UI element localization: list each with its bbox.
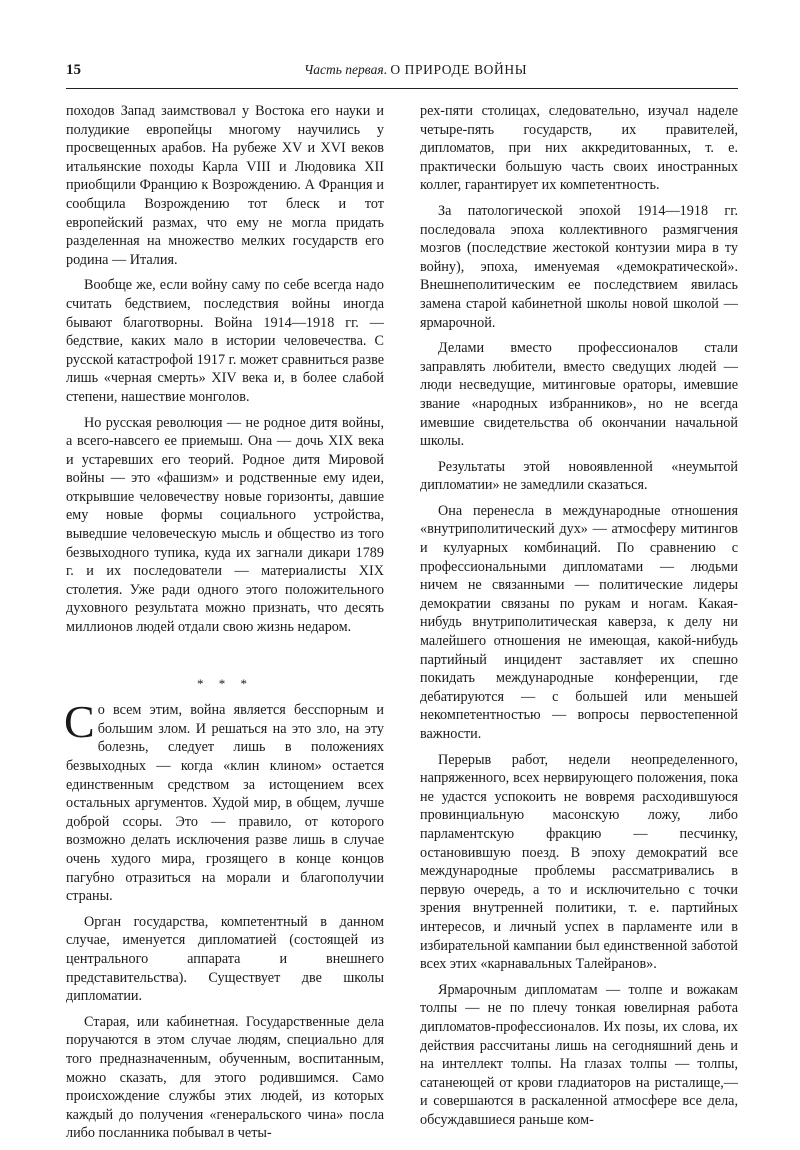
paragraph: Но русская революция — не родное дитя войны, а всего-навсего ее приемыш. Она — дочь XIX века и устаревших его теорий. Родное дитя Мировой войны — это «фашизм» и родственные ему идеи, открывшие человечеству новые горизонты, давшие ему новые формы социального устройства, выведшие человеческую мысль и общество из того безвыходного тупика, куда их загнали дикари 1789 г. и их последователи — материалисты XIX столетия. Уже ради одного этого положительного духовного результата можно признать, что десять миллионов людей отдали свою жизнь недаром. <box>66 414 384 636</box>
paragraph: Вообще же, если войну саму по себе всегда надо считать бедствием, последствия войны иногда бывают благотворны. Война 1914—1918 гг. — бедствие, каких мало в истории человечества. С русской катастрофой 1917 г. может сравниться разве лишь «черная смерть» XIV века и, в более слабой степени, нашествие монголов. <box>66 277 384 405</box>
paragraph: Перерыв работ, недели неопределенного, напряженного, всех нервирующего положения, пока не удастся успокоить не вовремя расходившуюся провинциальную масонскую ложу, либо парламентскую фракцию — песчинку, остановившую поезд. В эпоху демократий все международные проблемы рассматривались в первую очередь, а то и исключительно с точки зрения внутренней политики, т. е. партийных интересов, и личный успех в парламенте или в избирательной кампании был единственной заботой всех этих «карнавальных Талейранов». <box>420 751 738 973</box>
paragraph: За патологической эпохой 1914—1918 гг. последовала эпоха коллективного размягчения мозгов (последствие жестокой контузии мира в ту войну), эпоха, именуемая «демократической». Внешнеполитическим ее последствием явилась замена старой кабинетной школы новой школой — ярмарочной. <box>420 202 738 331</box>
section-break: * * * <box>197 675 253 691</box>
running-title <box>304 62 527 78</box>
paragraph: рех-пяти столицах, следовательно, изучал наделе четыре-пять государств, их правителей, дипломатов, при них аккредитованных, т. е. практически большую часть своих иностранных коллег, гарантирует их компетентность. <box>420 103 738 194</box>
part-title: Часть первая <box>304 62 384 77</box>
header-rule <box>66 88 738 89</box>
page-number: 15 <box>66 62 81 78</box>
paragraph-text: о всем этим, война является бесспорным и большим злом. И решаться на это зло, на эту болезнь, следует лишь в положениях безвыходных — когда «клин клином» остается единственным средством за истощением всех остальных аргументов. Худой мир, в общем, лучше доброй ссоры. Это — правило, от которого возможно делать исключения разве лишь в случае очень худого мира, грозящего в конце концов пагубно отразиться на морали и благополучии страны. <box>66 702 384 905</box>
paragraph-dropcap <box>64 696 384 906</box>
right-column <box>420 102 738 1136</box>
paragraph: Ярмарочным дипломатам — толпе и вожакам толпы — не по плечу тонкая ювелирная работа дипломатов-профессионалов. Их позы, их слова, их действия рассчитаны лишь на сегодняшний день и на интеллект толпы. На глазах толпы — толпы, сатанеющей от крови гладиаторов на ристалище,— и совершаются в раскаленной атмосфере все дела, обсуждавшиеся раньше ком- <box>420 981 738 1128</box>
left-column <box>66 102 384 1150</box>
paragraph: Она перенесла в международные отношения «внутриполитический дух» — атмосферу митингов и кулуарных комбинаций. По сравнению с профессиональными дипломатами — людьми ничем не связанными — политические лидеры демократии связаны по рукам и ногам. Какая-нибудь внутриполитическая каверза, к делу ни малейшего отношения не имеющая, какой-нибудь партийный инцидент заставляет их спешно покидать международные конференции, где дебатируются — с большей или меньшей некомпетентностью — вопросы первостепенной важности. <box>420 502 738 742</box>
paragraph: Орган государства, компетентный в данном случае, именуется дипломатией (состоящей из центрального аппарата и внешнего представительства). Существует две школы дипломатии. <box>66 913 384 1005</box>
paragraph: Результаты этой новоявленной «неумытой дипломатии» не замедлили сказаться. <box>420 458 738 494</box>
title-separator: . <box>383 62 391 77</box>
running-header <box>66 62 738 88</box>
paragraph: походов Запад заимствовал у Востока его науки и полудикие европейцы многому научились у просвещенных арабов. На рубеже XV и XVI веков итальянские походы Карла VIII и Людовика XII приобщили Францию к Возрождению. А Франция и сообщила Возрождению тот блеск и тот европейский размах, что ему не могла придать разделенная на множество мелких государств его родина — Италия. <box>66 103 384 268</box>
chapter-title: О ПРИРОДЕ ВОЙНЫ <box>390 62 528 77</box>
paragraph: Старая, или кабинетная. Государственные дела поручаются в этом случае людям, специально для того предназначенным, обученным, воспитанным, можно сказать, для этого родившимся. Само происхождение службы этих людей, из которых каждый до получения «генеральского чина» посла либо посланника побывал в четы- <box>66 1013 384 1142</box>
drop-cap: С <box>64 696 95 748</box>
paragraph: Делами вместо профессионалов стали заправлять любители, вместо сведущих людей — люди несведущие, митинговые ораторы, имевшие звание «народных избранников», но не всегда имевшие свидетельства об окончании начальной школы. <box>420 340 738 450</box>
